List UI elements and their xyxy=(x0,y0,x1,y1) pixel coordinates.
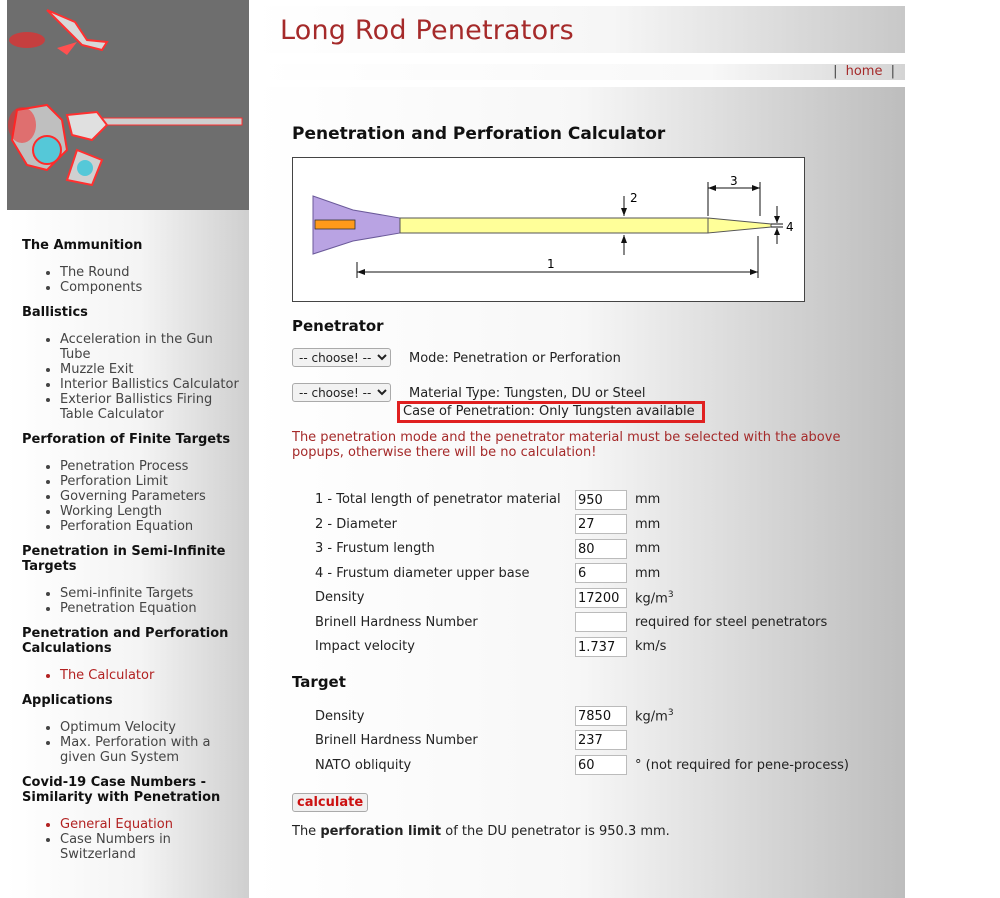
nav-heading: Perforation of Finite Targets xyxy=(22,432,231,447)
nav-link-muzzle-exit[interactable]: • Muzzle Exit xyxy=(60,362,247,377)
unit-target-density: $kg/m^3$ xyxy=(635,708,674,725)
unit-diameter: mm xyxy=(635,517,661,532)
penetrator-schematic xyxy=(293,158,804,301)
nav-heading: Applications xyxy=(22,693,113,708)
unit-frustum-length: mm xyxy=(635,541,661,556)
nav-link-semi-infinite-targets[interactable]: • Semi-infinite Targets xyxy=(60,586,247,601)
calculate-button[interactable]: calculate xyxy=(292,793,368,812)
sidebar-nav xyxy=(22,238,247,872)
diameter-input[interactable] xyxy=(575,514,627,534)
penetrator-brinell-input[interactable] xyxy=(575,612,627,632)
nav-link-penetration-equation[interactable]: • Penetration Equation xyxy=(60,601,247,616)
mode-label: Mode: Penetration or Perforation xyxy=(409,351,621,366)
top-nav xyxy=(253,64,905,80)
material-label: Material Type: Tungsten, DU or Steel xyxy=(409,386,646,401)
sidebar xyxy=(7,0,249,898)
nav-section-ballistics xyxy=(22,305,247,422)
penetrator-brinell-note: required for steel penetrators xyxy=(635,615,828,630)
field-label-total-length: 1 - Total length of penetrator material xyxy=(315,492,561,507)
site-header xyxy=(253,6,905,53)
unit-penetrator-density: $kg/m^3$ xyxy=(635,590,674,607)
field-label-frustum-length: 3 - Frustum length xyxy=(315,541,435,556)
dimension-label-2: 2 xyxy=(630,191,638,205)
nav-link-governing-parameters[interactable]: • Governing Parameters xyxy=(60,489,247,504)
target-brinell-input[interactable] xyxy=(575,730,627,750)
nav-link-the-round[interactable]: • The Round xyxy=(60,265,247,280)
material-select[interactable] xyxy=(292,383,391,402)
nav-section-calculations xyxy=(22,626,247,683)
main-content xyxy=(253,87,905,898)
field-label-frustum-diameter: 4 - Frustum diameter upper base xyxy=(315,566,530,581)
dimension-label-4: 4 xyxy=(786,220,794,234)
unit-frustum-diameter: mm xyxy=(635,566,661,581)
mode-select[interactable] xyxy=(292,348,391,367)
frustum-shape xyxy=(708,218,771,233)
sabot-shape xyxy=(315,220,355,229)
site-title: Long Rod Penetrators xyxy=(280,15,574,46)
penetration-case-note: Case of Penetration: Only Tungsten available xyxy=(403,404,695,419)
impact-velocity-input[interactable] xyxy=(575,637,627,657)
nav-link-acceleration[interactable]: • Acceleration in the Gun Tube xyxy=(60,332,247,362)
penetrator-density-input[interactable] xyxy=(575,588,627,608)
penetration-case-note-box xyxy=(397,401,705,423)
banner-image xyxy=(7,0,249,210)
nav-separator: | xyxy=(833,64,838,79)
nav-section-covid xyxy=(22,775,247,862)
field-label-penetrator-brinell: Brinell Hardness Number xyxy=(315,615,478,630)
nav-section-ammunition xyxy=(22,238,247,295)
penetrator-body-shape xyxy=(400,218,708,233)
penetrator-diagram xyxy=(292,157,805,302)
nav-link-perforation-equation[interactable]: • Perforation Equation xyxy=(60,519,247,534)
target-heading: Target xyxy=(292,673,346,691)
unit-total-length: mm xyxy=(635,492,661,507)
home-link[interactable]: home xyxy=(845,64,883,79)
nav-link-exterior-ballistics[interactable]: • Exterior Ballistics Firing Table Calculator xyxy=(60,392,247,422)
dimension-label-1: 1 xyxy=(547,257,555,271)
nav-heading: The Ammunition xyxy=(22,238,143,253)
nav-link-max-perforation[interactable]: • Max. Perforation with a given Gun System xyxy=(60,735,247,765)
selection-warning: The penetration mode and the penetrator material must be selected with the above popups, otherwise there will be no calculation! xyxy=(292,430,841,460)
nav-section-semi-infinite xyxy=(22,544,247,616)
nav-heading: Penetration and Perforation Calculations xyxy=(22,626,229,656)
nav-heading: Covid-19 Case Numbers - Similarity with Penetration xyxy=(22,775,221,805)
field-label-target-density: Density xyxy=(315,709,365,724)
field-label-diameter: 2 - Diameter xyxy=(315,517,397,532)
frustum-diameter-input[interactable] xyxy=(575,563,627,583)
unit-impact-velocity: km/s xyxy=(635,639,667,654)
nav-link-interior-ballistics[interactable]: • Interior Ballistics Calculator xyxy=(60,377,247,392)
field-label-target-brinell: Brinell Hardness Number xyxy=(315,733,478,748)
nav-section-finite-targets xyxy=(22,432,247,534)
total-length-input[interactable] xyxy=(575,490,627,510)
nav-heading: Penetration in Semi-Infinite Targets xyxy=(22,544,226,574)
nav-link-penetration-process[interactable]: • Penetration Process xyxy=(60,459,247,474)
nato-obliquity-note: ° (not required for pene-process) xyxy=(635,758,849,773)
frustum-length-input[interactable] xyxy=(575,539,627,559)
result-text: The perforation limit of the DU penetrator is 950.3 mm. xyxy=(292,824,670,839)
nato-obliquity-input[interactable] xyxy=(575,755,627,775)
field-label-nato-obliquity: NATO obliquity xyxy=(315,758,412,773)
nav-section-applications xyxy=(22,693,247,765)
nav-link-working-length[interactable]: • Working Length xyxy=(60,504,247,519)
field-label-penetrator-density: Density xyxy=(315,590,365,605)
ammunition-artwork xyxy=(7,0,249,210)
field-label-impact-velocity: Impact velocity xyxy=(315,639,415,654)
nav-link-optimum-velocity[interactable]: • Optimum Velocity xyxy=(60,720,247,735)
target-density-input[interactable] xyxy=(575,706,627,726)
page-title: Penetration and Perforation Calculator xyxy=(292,124,666,144)
nav-link-case-numbers[interactable]: • Case Numbers in Switzerland xyxy=(60,832,247,862)
nav-link-the-calculator[interactable]: • The Calculator xyxy=(60,668,247,683)
result-bold: perforation limit xyxy=(320,824,442,839)
nav-link-components[interactable]: • Components xyxy=(60,280,247,295)
nav-link-perforation-limit[interactable]: • Perforation Limit xyxy=(60,474,247,489)
nav-link-general-equation[interactable]: • General Equation xyxy=(60,817,247,832)
dimension-label-3: 3 xyxy=(730,174,738,188)
nav-separator: | xyxy=(890,64,895,79)
penetrator-heading: Penetrator xyxy=(292,317,384,335)
nav-heading: Ballistics xyxy=(22,305,88,320)
